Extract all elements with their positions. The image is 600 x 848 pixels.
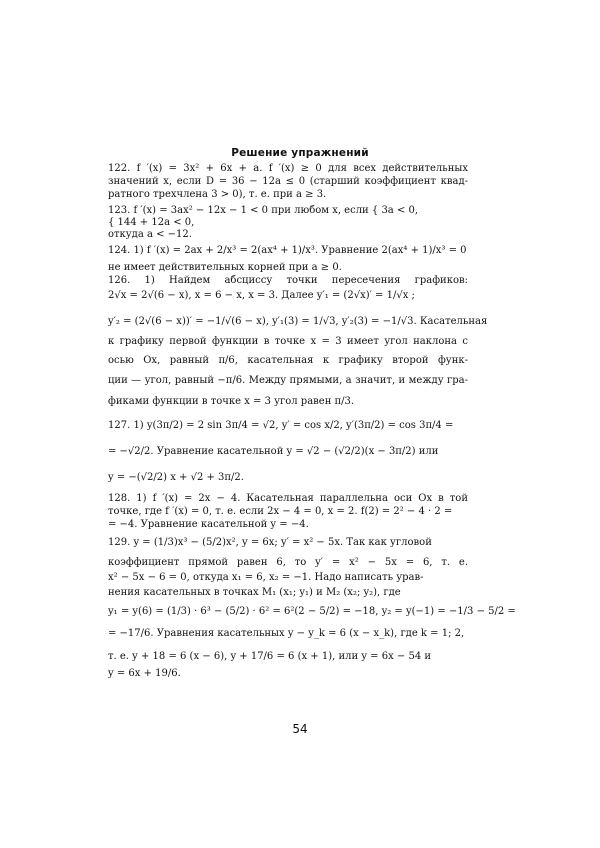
- text-line-128-2: точке, где f ′(x) = 0, т. е. если 2x − 4 = 0, x = 2. f(2) = 2² − 4 · 2 =: [108, 506, 453, 517]
- text-line-123-1: 123. f ′(x) = 3ax² − 12x − 1 < 0 при любом x, если { 3a < 0,: [108, 205, 419, 216]
- text-line-129-3: x² − 5x − 6 = 0, откуда x₁ = 6, x₂ = −1. Надо написать урав-: [108, 572, 424, 583]
- text-line-129-5: y₁ = y(6) = (1/3) · 6³ − (5/2) · 6² = 6²(2 − 5/2) = −18, y₂ = y(−1) = −1/3 − 5/2 =: [108, 606, 516, 617]
- text-line-122-3: ратного трехчлена 3 > 0), т. е. при a ≥ 3.: [108, 189, 327, 200]
- text-line-123-2: { 144 + 12a < 0,: [108, 217, 195, 228]
- text-line-129-1: 129. y = (1/3)x³ − (5/2)x², y = 6x; y′ = x² − 5x. Так как угловой: [108, 537, 432, 548]
- text-line-127-1: 127. 1) y(3π/2) = 2 sin 3π/4 = √2, y′ = cos x/2, y′(3π/2) = cos 3π/4 =: [108, 420, 454, 431]
- text-line-129-8: y = 6x + 19/6.: [108, 668, 181, 679]
- text-line-126-5: осью Ox, равный π/6, касательная к графику второй функ-: [108, 355, 468, 366]
- text-line-124-1: 124. 1) f ′(x) = 2ax + 2/x³ = 2(ax⁴ + 1)/x³. Уравнение 2(ax⁴ + 1)/x³ = 0: [108, 245, 467, 256]
- text-line-126-2: 2√x = 2√(6 − x), x = 6 − x, x = 3. Далее y′₁ = (2√x)′ = 1/√x ;: [108, 290, 415, 301]
- text-line-122-1: 122. f ′(x) = 3x² + 6x + a. f ′(x) ≥ 0 для всех действительных: [108, 163, 468, 174]
- text-line-126-3: y′₂ = (2√(6 − x))′ = −1/√(6 − x), y′₁(3) = 1/√3, y′₂(3) = −1/√3. Касательная: [108, 316, 488, 327]
- text-line-126-4: к графику первой функции в точке x = 3 имеет угол наклона с: [108, 336, 468, 347]
- text-line-129-6: = −17/6. Уравнения касательных y − y_k = 6 (x − x_k), где k = 1; 2,: [108, 628, 465, 639]
- text-line-129-4: нения касательных в точках M₁ (x₁; y₁) и M₂ (x₂; y₂), где: [108, 587, 401, 598]
- text-line-128-1: 128. 1) f ′(x) = 2x − 4. Касательная параллельна оси Ox в той: [108, 493, 468, 504]
- text-line-126-1: 126. 1) Найдем абсциссу точки пересечения графиков:: [108, 275, 468, 286]
- text-line-126-6: ции — угол, равный −π/6. Между прямыми, а значит, и между гра-: [108, 375, 468, 386]
- text-line-124-2: не имеет действительных корней при a ≥ 0.: [108, 262, 342, 273]
- text-line-127-3: y = −(√2/2) x + √2 + 3π/2.: [108, 472, 244, 483]
- text-line-128-3: = −4. Уравнение касательной y = −4.: [108, 519, 309, 530]
- text-line-126-7: фиками функции в точке x = 3 угол равен π/3.: [108, 396, 355, 407]
- text-line-127-2: = −√2/2. Уравнение касательной y = √2 − (√2/2)(x − 3π/2) или: [108, 446, 439, 457]
- section-heading: Решение упражнений: [231, 147, 369, 159]
- text-line-129-7: т. е. y + 18 = 6 (x − 6), y + 17/6 = 6 (x + 1), или y = 6x − 54 и: [108, 651, 432, 662]
- text-line-123-3: откуда a < −12.: [108, 229, 192, 240]
- page-number: 54: [292, 722, 308, 736]
- text-line-122-2: значений x, если D = 36 − 12a ≤ 0 (старший коэффициент квад-: [108, 176, 468, 187]
- text-line-129-2: коэффициент прямой равен 6, то y′ = x² − 5x = 6, т. е.: [108, 557, 468, 568]
